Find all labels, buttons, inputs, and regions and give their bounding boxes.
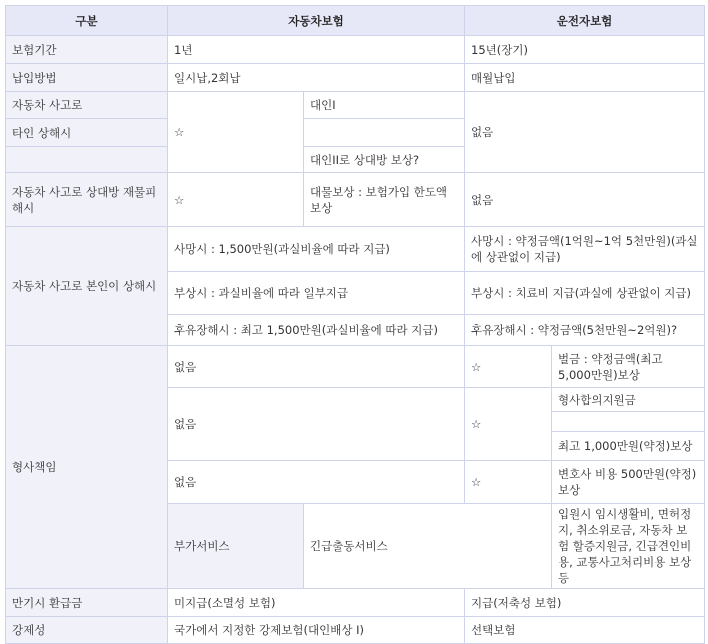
mandatory-label: 강제성 (6, 617, 168, 644)
injury-label-2: 타인 상해시 (6, 119, 168, 147)
header-row (6, 6, 705, 36)
criminal-row-1 (6, 346, 705, 388)
period-row (6, 36, 705, 64)
extra-driver: 입원시 임시생활비, 면허정지, 취소위로금, 자동차 보험 할증지원금, 긴급견인비용, 교통사고처리비용 보상등 (552, 504, 705, 589)
self-car-disability: 후유장해시 : 최고 1,500만원(과실비율에 따라 지급) (168, 315, 465, 346)
mandatory-car: 국가에서 지정한 강제보험(대인배상 I) (168, 617, 465, 644)
injury-star: ☆ (168, 92, 304, 173)
mandatory-row (6, 617, 705, 644)
criminal-star-3: ☆ (465, 461, 552, 504)
refund-label: 만기시 환급금 (6, 589, 168, 617)
injury-row-1 (6, 92, 705, 119)
period-car: 1년 (168, 36, 465, 64)
header-category: 구분 (6, 6, 168, 36)
injury-label-1: 자동차 사고로 (6, 92, 168, 119)
criminal-star-1: ☆ (465, 346, 552, 388)
payment-label: 납입방법 (6, 64, 168, 92)
self-driver-injury: 부상시 : 치료비 지급(과실에 상관없이 지급) (465, 272, 705, 315)
property-label: 자동차 사고로 상대방 재물피해시 (6, 173, 168, 227)
injury-sub-2 (304, 119, 465, 147)
criminal-star-2: ☆ (465, 388, 552, 461)
payment-row (6, 64, 705, 92)
header-car-insurance: 자동차보험 (168, 6, 465, 36)
refund-row (6, 589, 705, 617)
self-row-1 (6, 227, 705, 272)
criminal-car-1: 없음 (168, 346, 465, 388)
extra-label: 부가서비스 (168, 504, 304, 589)
injury-sub-1: 대인I (304, 92, 465, 119)
header-driver-insurance: 운전자보험 (465, 6, 705, 36)
mandatory-driver: 선택보험 (465, 617, 705, 644)
criminal-fine: 벌금 : 약정금액(최고 5,000만원)보상 (552, 346, 705, 388)
self-driver-death: 사망시 : 약정금액(1억원~1억 5천만원)(과실에 상관없이 지급) (465, 227, 705, 272)
criminal-label: 형사책임 (6, 346, 168, 589)
property-row (6, 173, 705, 227)
period-driver: 15년(장기) (465, 36, 705, 64)
injury-driver: 없음 (465, 92, 705, 173)
insurance-comparison-table (5, 5, 705, 644)
extra-car: 긴급출동서비스 (304, 504, 552, 589)
self-car-injury: 부상시 : 과실비율에 따라 일부지급 (168, 272, 465, 315)
injury-label-3 (6, 147, 168, 173)
refund-driver: 지급(저축성 보험) (465, 589, 705, 617)
criminal-settle-3: 최고 1,000만원(약정)보상 (552, 432, 705, 461)
property-sub: 대물보상 : 보험가입 한도액 보상 (304, 173, 465, 227)
criminal-car-3: 없음 (168, 461, 465, 504)
refund-car: 미지급(소멸성 보험) (168, 589, 465, 617)
property-driver: 없음 (465, 173, 705, 227)
criminal-lawyer: 변호사 비용 500만원(약정)보상 (552, 461, 705, 504)
self-label: 자동차 사고로 본인이 상해시 (6, 227, 168, 346)
property-star: ☆ (168, 173, 304, 227)
payment-driver: 매월납입 (465, 64, 705, 92)
payment-car: 일시납,2회납 (168, 64, 465, 92)
self-car-death: 사망시 : 1,500만원(과실비율에 따라 지급) (168, 227, 465, 272)
injury-sub-3: 대인II로 상대방 보상? (304, 147, 465, 173)
criminal-settle-2 (552, 412, 705, 432)
criminal-settle-1: 형사합의지원금 (552, 388, 705, 412)
criminal-car-2: 없음 (168, 388, 465, 461)
self-driver-disability: 후유장해시 : 약정금액(5천만원~2억원)? (465, 315, 705, 346)
period-label: 보험기간 (6, 36, 168, 64)
